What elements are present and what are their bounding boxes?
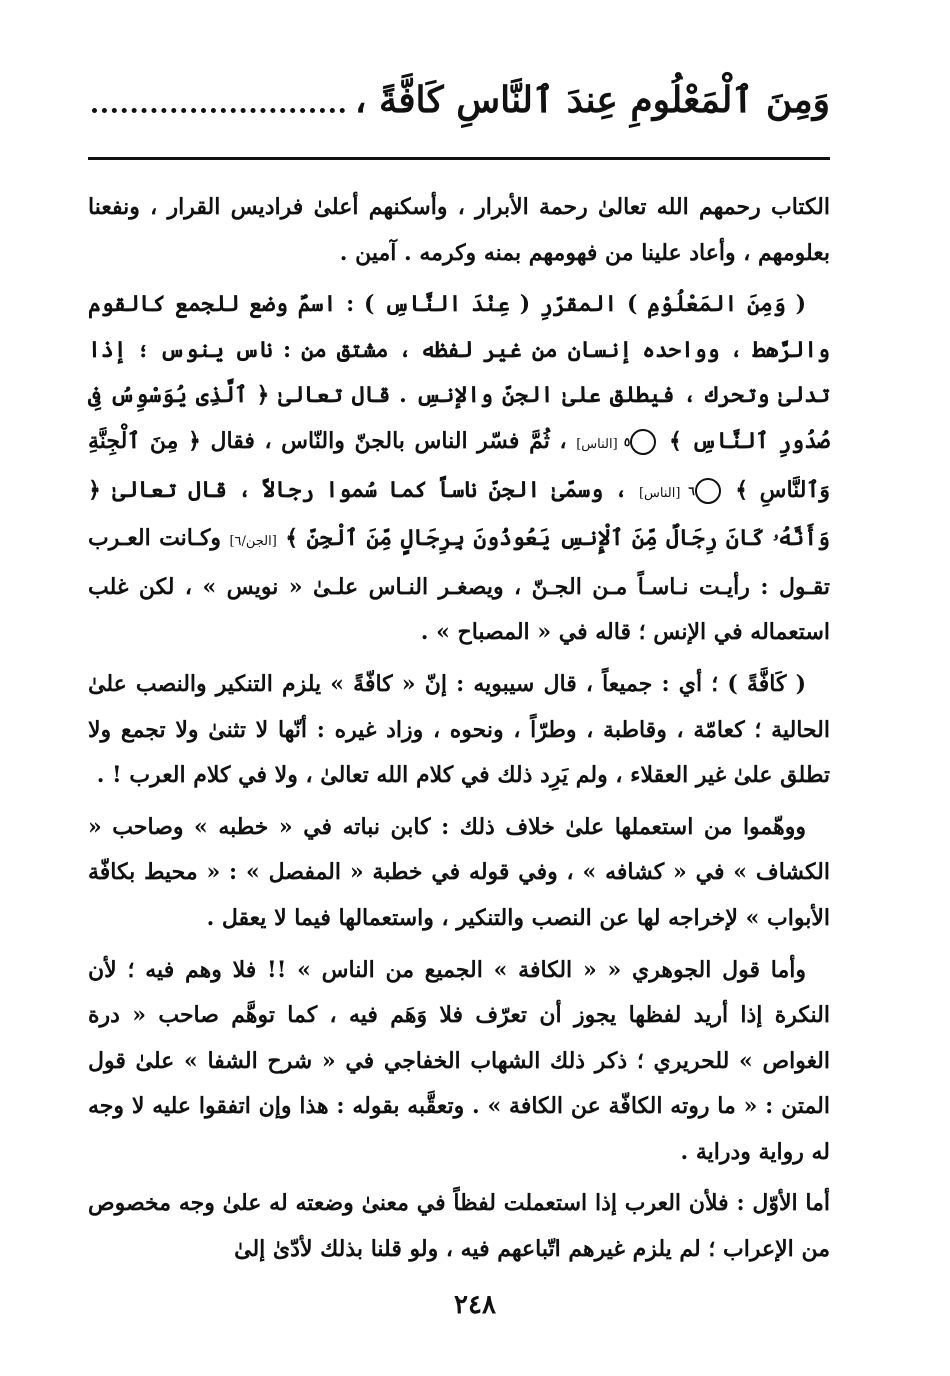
paragraph-text: ووهّموا من استعملها علىٰ خلاف ذلك : كابن نباته في « خطبه » وصاحب « الكشاف » في « كشافه » ، وفي قوله في خطبة « المفصل » : « محيط بكافّة الأبواب » لإخراجه لها عن النصب والتنكير ، واستعمالها فيما لا يعقل . xyxy=(88,813,830,931)
section-term: أما الأوّل : xyxy=(736,1190,831,1217)
paragraph xyxy=(88,1181,830,1272)
header-rule xyxy=(88,157,830,160)
surah-reference: [الجن/٦] xyxy=(229,534,277,550)
separator: ، xyxy=(614,476,628,503)
paragraph-text: ( كَافَّةً ) ؛ أي : جميعاً ، قال سيبويه : إنّ « كافّةً » يلزم التنكير والنصب علىٰ الحالية ؛ كعامّة ، وقاطبة ، وطرّاً ، ونحوه ، وزاد غيره : أنّها لا تثنىٰ ولا تجمع ولا تطلق علىٰ غير العقلاء ، ولم يَرِد ذلك في كلام الله تعالىٰ ، ولا في كلام العرب ! . xyxy=(88,670,830,789)
quran-verse: ﴿ ٱلَّذِى يُوَسْوِسُ فِى صُدُورِ ٱلنَّاسِ ﴾ xyxy=(88,382,830,454)
paragraph-text: ( وَمِنَ المَعْلُوْمِ ) المقرّرِ ( عِنْدَ النَّاسِ ) : اسمٌ وضع للجمع كالقوم والرَّهط ، وواحده إنسان من غير لفظه ، مشتق من : ناس ينوس ؛ إذا تدلىٰ وتحرك ، فيطلق علىٰ الجنّ والإنسِ . قال تعالىٰ xyxy=(88,291,830,409)
header-title: وَمِنَ ٱلْمَعْلُومِ عِندَ ٱلنَّاسِ كَافَّةً ، xyxy=(354,79,830,121)
paragraph xyxy=(88,805,830,942)
header-dot-leader xyxy=(92,108,345,113)
paragraph-text: ثُمَّ فسّر الناس بالجنّ والنّاس ، فقال xyxy=(210,427,550,454)
paragraph-text: وسمّىٰ الجنّ ناساً كما سُموا رجالاً ، قال تعالىٰ xyxy=(112,476,604,503)
paragraph xyxy=(88,662,830,799)
paragraph xyxy=(88,282,830,656)
paragraph-text: فلأن العرب إذا استعملت لفظاً في معنىٰ وضعته له علىٰ وجه مخصوص من الإعراب ؛ لم يلزم غيرهم اتّباعهم فيه ، ولو قلنا بذلك لأدّىٰ إلىٰ xyxy=(88,1190,830,1263)
page-body xyxy=(88,185,830,1279)
ayah-number-icon: ٦ xyxy=(695,478,721,504)
paragraph-text: وأما قول الجوهري « « الكافة » الجميع من الناس » !! فلا وهم فيه ؛ لأن النكرة إذا أريد لفظها يجوز أن تعرّف فلا وَهَم فيه ، كما توهَّم صاحب « درة الغواص » للحريري ؛ ذكر ذلك الشهاب الخفاجي في « شرح الشفا » علىٰ قول المتن : « ما روته الكافّة عن الكافة » . وتعقَّبه بقوله : هذا وإن اتفقوا عليه لا وجه له رواية ودراية . xyxy=(88,956,830,1165)
page-number: ٢٤٨ xyxy=(454,1290,496,1320)
quran-verse: ﴿ وَأَنَّهُۥ كَانَ رِجَالٌ مِّنَ ٱلْإِنسِ يَعُوذُونَ بِرِجَالٍ مِّنَ ٱلْجِنِّ ﴾ xyxy=(88,476,830,552)
paragraph-text: وكـانت العـرب تقـول : رأيـت نـاسـاً مـن الجـنّ ، ويصغـر النـاس علـىٰ « نويس » ، لكن غلب استعماله في الإنس ؛ قاله في « المصباح » . xyxy=(88,525,830,646)
surah-reference: [الناس] xyxy=(576,436,618,452)
paragraph xyxy=(88,185,830,276)
separator: ، xyxy=(559,427,567,454)
paragraph xyxy=(88,948,830,1176)
ayah-number-icon: ٥ xyxy=(630,429,656,455)
running-header xyxy=(92,70,830,130)
quran-verse: ﴿ مِنَ ٱلْجِنَّةِ وَٱلنَّاسِ ﴾ xyxy=(88,427,830,503)
paragraph-text: الكتاب رحمهم الله تعالىٰ رحمة الأبرار ، وأسكنهم أعلىٰ فراديس القرار ، ونفعنا بعلومهم ، وأعاد علينا من فهومهم بمنه وكرمه . آمين . xyxy=(88,194,830,266)
surah-reference: [الناس] xyxy=(638,485,681,501)
